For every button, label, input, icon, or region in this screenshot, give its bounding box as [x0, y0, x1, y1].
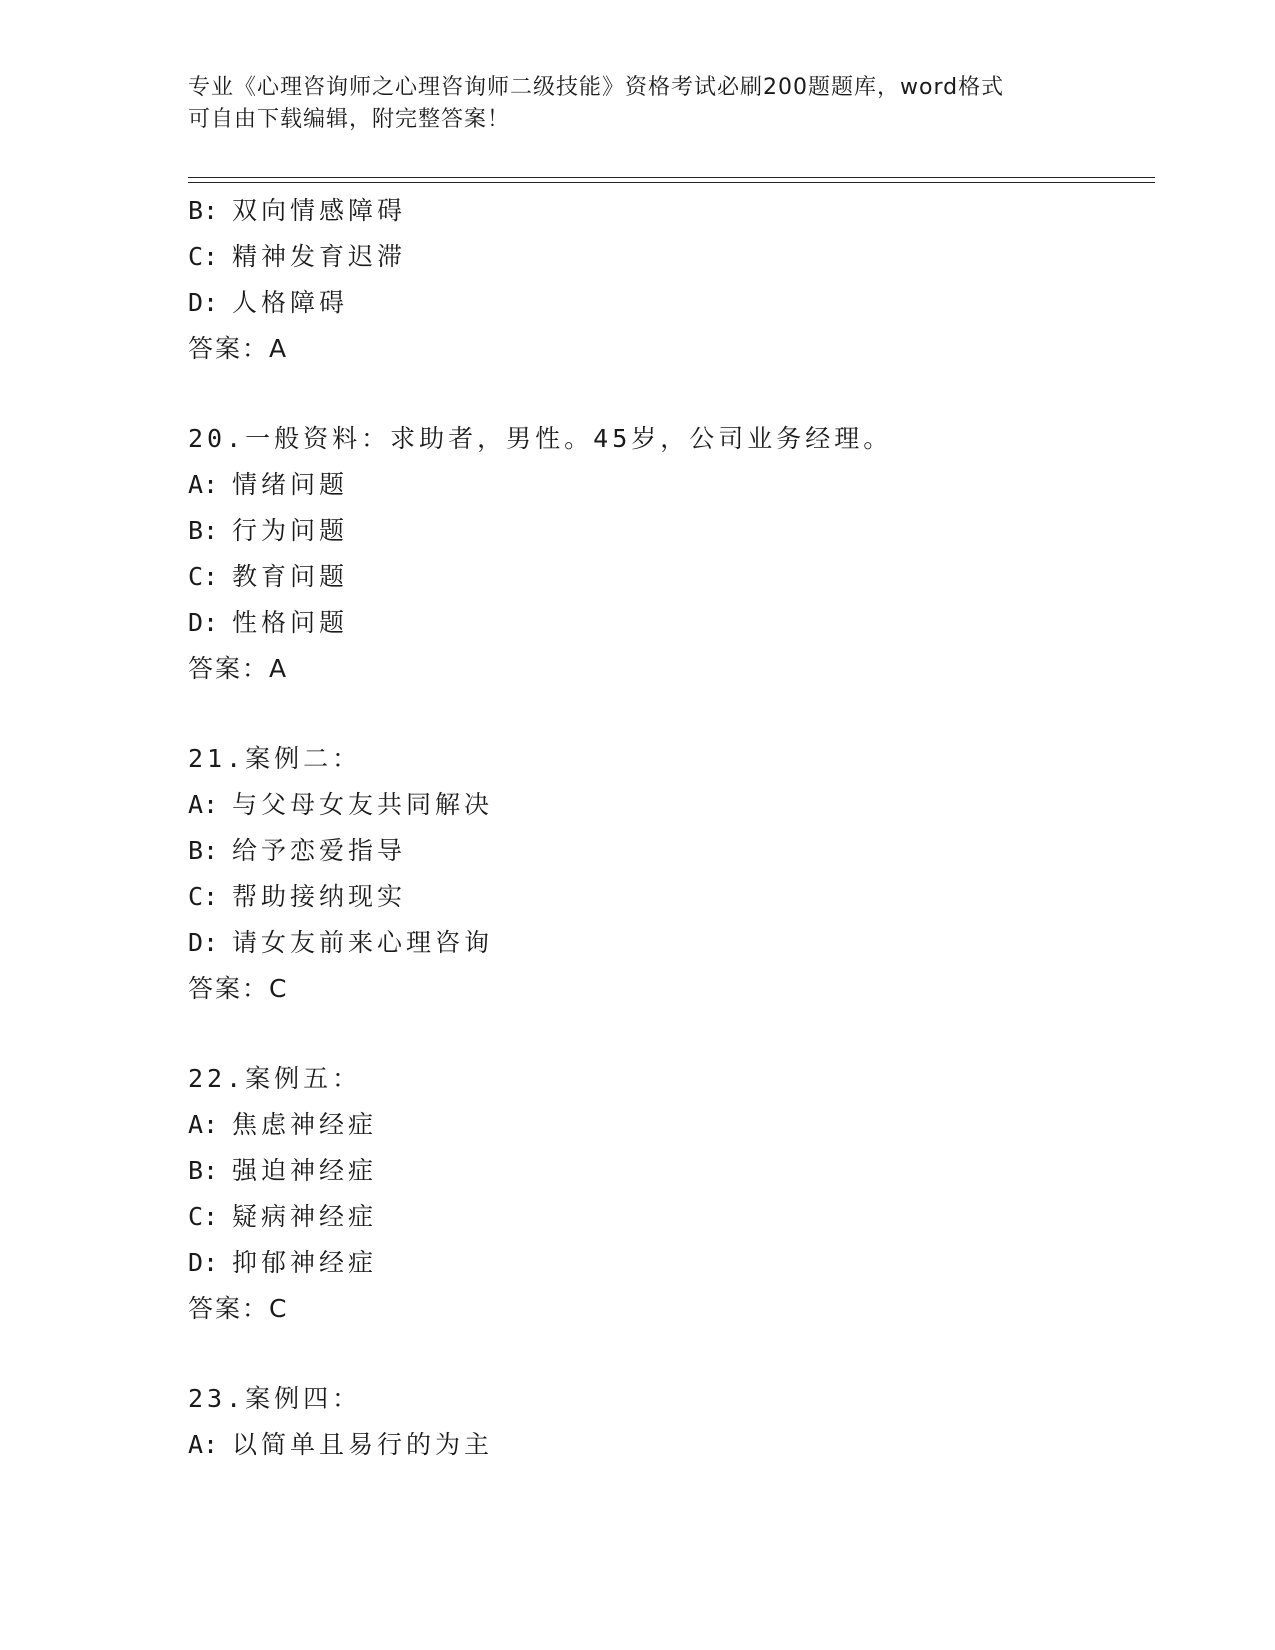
question-text: 23.案例四： [188, 1384, 362, 1413]
question-list [188, 188, 1148, 1468]
answer: 答案：C [188, 1294, 289, 1323]
header-line-1: 专业《心理咨询师之心理咨询师二级技能》资格考试必刷200题题库，word格式 [188, 75, 1005, 100]
answer: 答案：A [188, 654, 289, 683]
option-a: A: 情绪问题 [188, 470, 349, 499]
option-d: D: 性格问题 [188, 608, 349, 637]
option-c: C: 帮助接纳现实 [188, 882, 407, 911]
option-d: D: 请女友前来心理咨询 [188, 928, 494, 957]
option-b: B: 行为问题 [188, 516, 349, 545]
option-c: C: 教育问题 [188, 562, 349, 591]
option-b: B: 双向情感障碍 [188, 196, 407, 225]
question-text: 22.案例五： [188, 1064, 362, 1093]
question-text: 20.一般资料：求助者，男性。45岁，公司业务经理。 [188, 424, 893, 453]
option-d: D: 人格障碍 [188, 288, 349, 317]
header-divider-top [188, 177, 1155, 178]
option-a: A: 与父母女友共同解决 [188, 790, 494, 819]
question-block [188, 188, 1148, 372]
option-c: C: 精神发育迟滞 [188, 242, 407, 271]
answer: 答案：A [188, 334, 289, 363]
question-block [188, 416, 1148, 692]
header-line-2: 可自由下载编辑，附完整答案！ [188, 107, 511, 132]
option-b: B: 强迫神经症 [188, 1156, 378, 1185]
question-block [188, 1056, 1148, 1332]
option-a: A: 焦虑神经症 [188, 1110, 378, 1139]
option-c: C: 疑病神经症 [188, 1202, 378, 1231]
header-divider-bottom [188, 182, 1155, 183]
option-b: B: 给予恋爱指导 [188, 836, 407, 865]
document-header [188, 72, 1088, 136]
question-block [188, 1376, 1148, 1468]
question-text: 21.案例二： [188, 744, 362, 773]
question-block [188, 736, 1148, 1012]
answer: 答案：C [188, 974, 289, 1003]
option-a: A: 以简单且易行的为主 [188, 1430, 494, 1459]
option-d: D: 抑郁神经症 [188, 1248, 378, 1277]
